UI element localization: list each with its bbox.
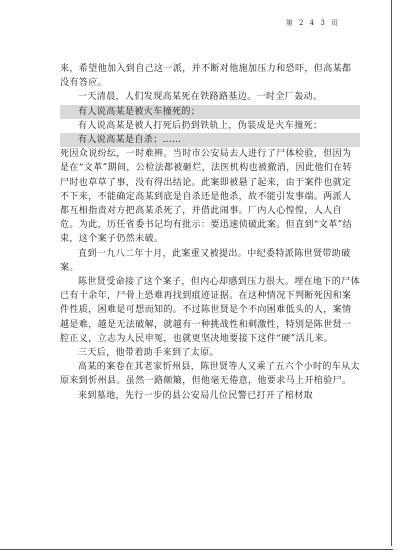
paragraph-4: 有人说高某是被人打死后扔到铁轨上，伪装成是火车撞死； bbox=[78, 120, 323, 131]
page-border-bottom bbox=[0, 549, 393, 550]
paragraph-2: 一天清晨，人们发现高某死在铁路路基边。一时全厂轰动。 bbox=[78, 92, 323, 103]
paragraph-8: 陈世贤受命接了这个案子，但内心却感到压力很大。埋在地下的尸体已有十余年，尸骨上恐难再找到痕迹证据。在这种情况下判断死因和案件性质，困难是可想而知的。不过陈世贤是个不向困难低头的人，案情越是难，越是无法破解，就越有一种挑战性和刺激性，特别是陈世贤一腔正义，立志为人民申冤，也就更坚决地要接下这件“硬”活儿来。 bbox=[60, 277, 361, 344]
page-border-right bbox=[391, 0, 392, 546]
page-number-header: 第 2 4 3 页 bbox=[285, 19, 340, 27]
paragraph-10: 高某的案卷在其老家忻州县，陈世贤等人又乘了五六个小时的车从太原来到忻州县。虽然一路颠簸，但他毫无倦意，他要求马上开棺验尸。 bbox=[60, 362, 361, 387]
paragraph-5: 有人说高某是自杀；…… bbox=[60, 133, 360, 147]
paragraph-1: 来，希望他加入到自己这一派，并不断对他施加压力和恐吓，但高某都没有答应。 bbox=[60, 64, 352, 89]
paragraph-6: 死因众说纷纭，一时难辨。当时市公安局去人进行了尸体检验，但因为是在“文革”期间，公检法都被砸烂，法医机构也被撤消，因此他们在转尸时也草草了事，没有得出结论。此案即被悬了起来，由于案件也就定不下来，不能确定高某到底是自杀还是他杀，故不能引发事端。两派人都互相指责对方把高某杀死了，并借此闹事。厂内人心惶惶，人人自危。为此，历任省委书记均有批示：要迅速侦破此案。但直到“文革”结束，这个案子仍然未破。 bbox=[60, 149, 353, 245]
paragraph-11: 来到墓地，先行一步的县公安局几位民警已打开了棺材取 bbox=[78, 390, 314, 401]
paragraph-3: 有人说高某是被火车撞死的； bbox=[60, 105, 360, 119]
paragraph-9: 三天后，他带着助手来到了太原。 bbox=[78, 348, 220, 359]
paragraph-7: 直到一九八二年十月，此案重又被提出。中纪委特派陈世贤带助破案。 bbox=[60, 248, 351, 273]
body-text bbox=[60, 62, 360, 403]
